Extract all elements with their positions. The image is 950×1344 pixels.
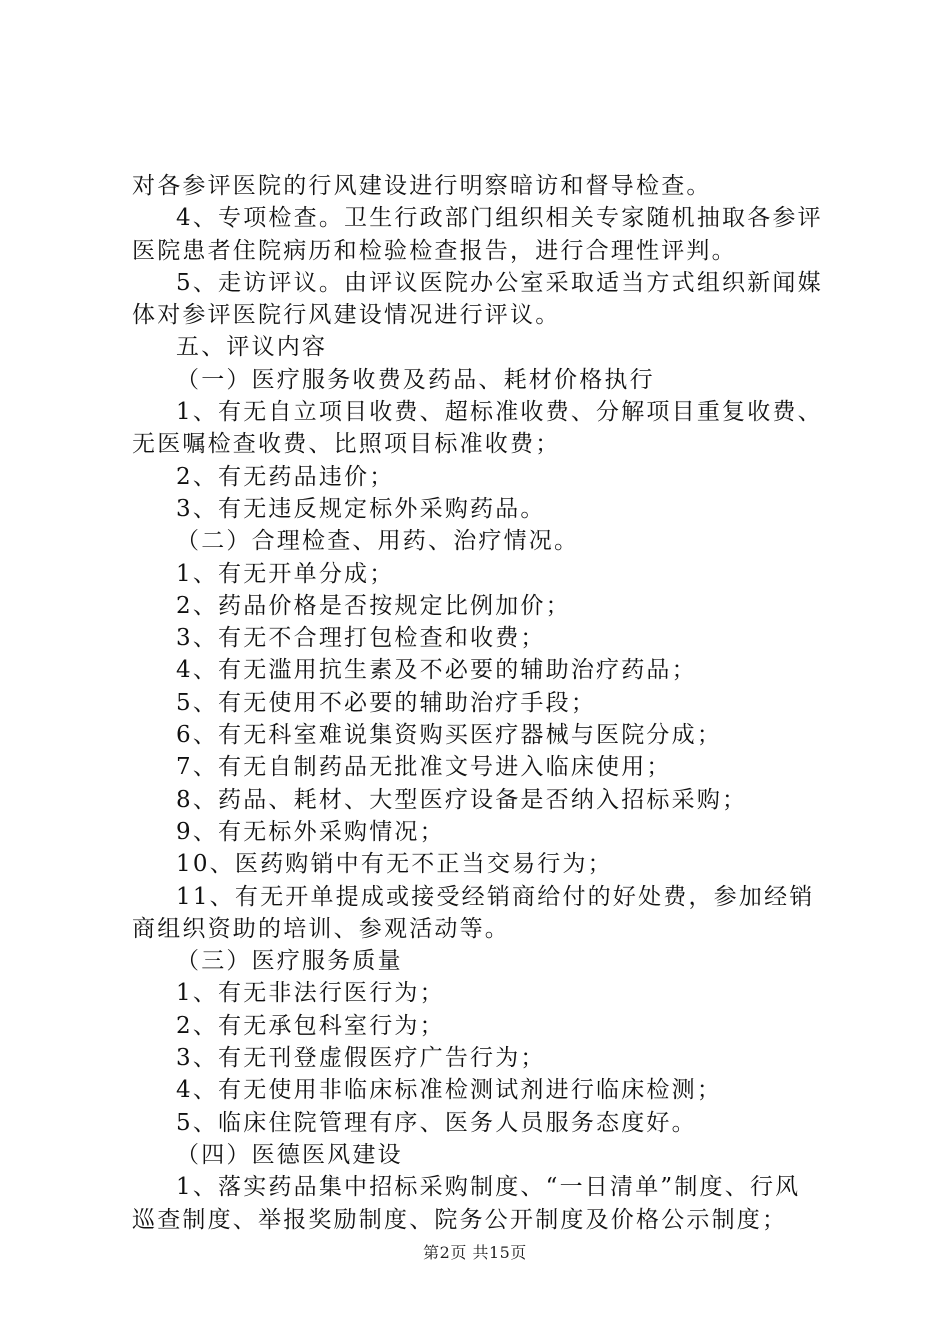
- text-line: 对各参评医院的行风建设进行明察暗访和督导检查。: [132, 173, 712, 199]
- text-line: （一）医疗服务收费及药品、耗材价格执行: [176, 366, 655, 393]
- text-line: 巡查制度、举报奖励制度、院务公开制度及价格公示制度；: [132, 1206, 788, 1233]
- text-line: 5、有无使用不必要的辅助治疗手段；: [176, 689, 597, 716]
- text-line: （二）合理检查、用药、治疗情况。: [176, 528, 580, 555]
- document-body: [132, 170, 832, 1236]
- text-line: 3、有无刊登虚假医疗广告行为；: [176, 1045, 546, 1072]
- text-line: 体对参评医院行风建设情况进行评议。: [132, 302, 561, 329]
- text-line: 10、医药购销中有无不正当交易行为；: [176, 851, 613, 878]
- text-line: 8、药品、耗材、大型医疗设备是否纳入招标采购；: [176, 786, 748, 813]
- text-line: 4、有无滥用抗生素及不必要的辅助治疗药品；: [176, 657, 697, 684]
- text-line: 4、专项检查。卫生行政部门组织相关专家随机抽取各参评: [176, 205, 823, 232]
- text-line: 2、有无承包科室行为；: [176, 1012, 445, 1039]
- text-line: 2、有无药品违价；: [176, 463, 395, 490]
- text-line: 5、走访评议。由评议医院办公室采取适当方式组织新闻媒: [176, 269, 823, 296]
- text-line: 6、有无科室难说集资购买医疗器械与医院分成；: [176, 722, 723, 749]
- text-line: 9、有无标外采购情况；: [176, 818, 445, 845]
- text-line: 2、药品价格是否按规定比例加价；: [176, 592, 571, 619]
- text-line: （三）医疗服务质量: [176, 948, 403, 975]
- text-line: 医院患者住院病历和检验检查报告，进行合理性评判。: [132, 237, 737, 264]
- page-footer: 第2页 共15页: [423, 1243, 527, 1262]
- text-line: 4、有无使用非临床标准检测试剂进行临床检测；: [176, 1077, 723, 1104]
- text-line: 7、有无自制药品无批准文号进入临床使用；: [176, 754, 672, 781]
- text-line: 五、评议内容: [176, 334, 328, 361]
- text-line: 1、落实药品集中招标采购制度、“一日清单”制度、行风: [176, 1174, 801, 1201]
- text-line: （四）医德医风建设: [176, 1141, 403, 1168]
- text-line: 1、有无非法行医行为；: [176, 980, 445, 1007]
- text-line: 3、有无违反规定标外采购药品。: [176, 495, 546, 522]
- text-line: 5、临床住院管理有序、医务人员服务态度好。: [176, 1109, 697, 1136]
- text-line: 1、有无开单分成；: [176, 560, 395, 587]
- text-line: 商组织资助的培训、参观活动等。: [132, 915, 510, 942]
- text-line: 3、有无不合理打包检查和收费；: [176, 625, 546, 652]
- text-line: 11、有无开单提成或接受经销商给付的好处费，参加经销: [176, 883, 815, 910]
- text-line: 无医嘱检查收费、比照项目标准收费；: [132, 431, 561, 458]
- text-line: 1、有无自立项目收费、超标准收费、分解项目重复收费、: [176, 399, 823, 426]
